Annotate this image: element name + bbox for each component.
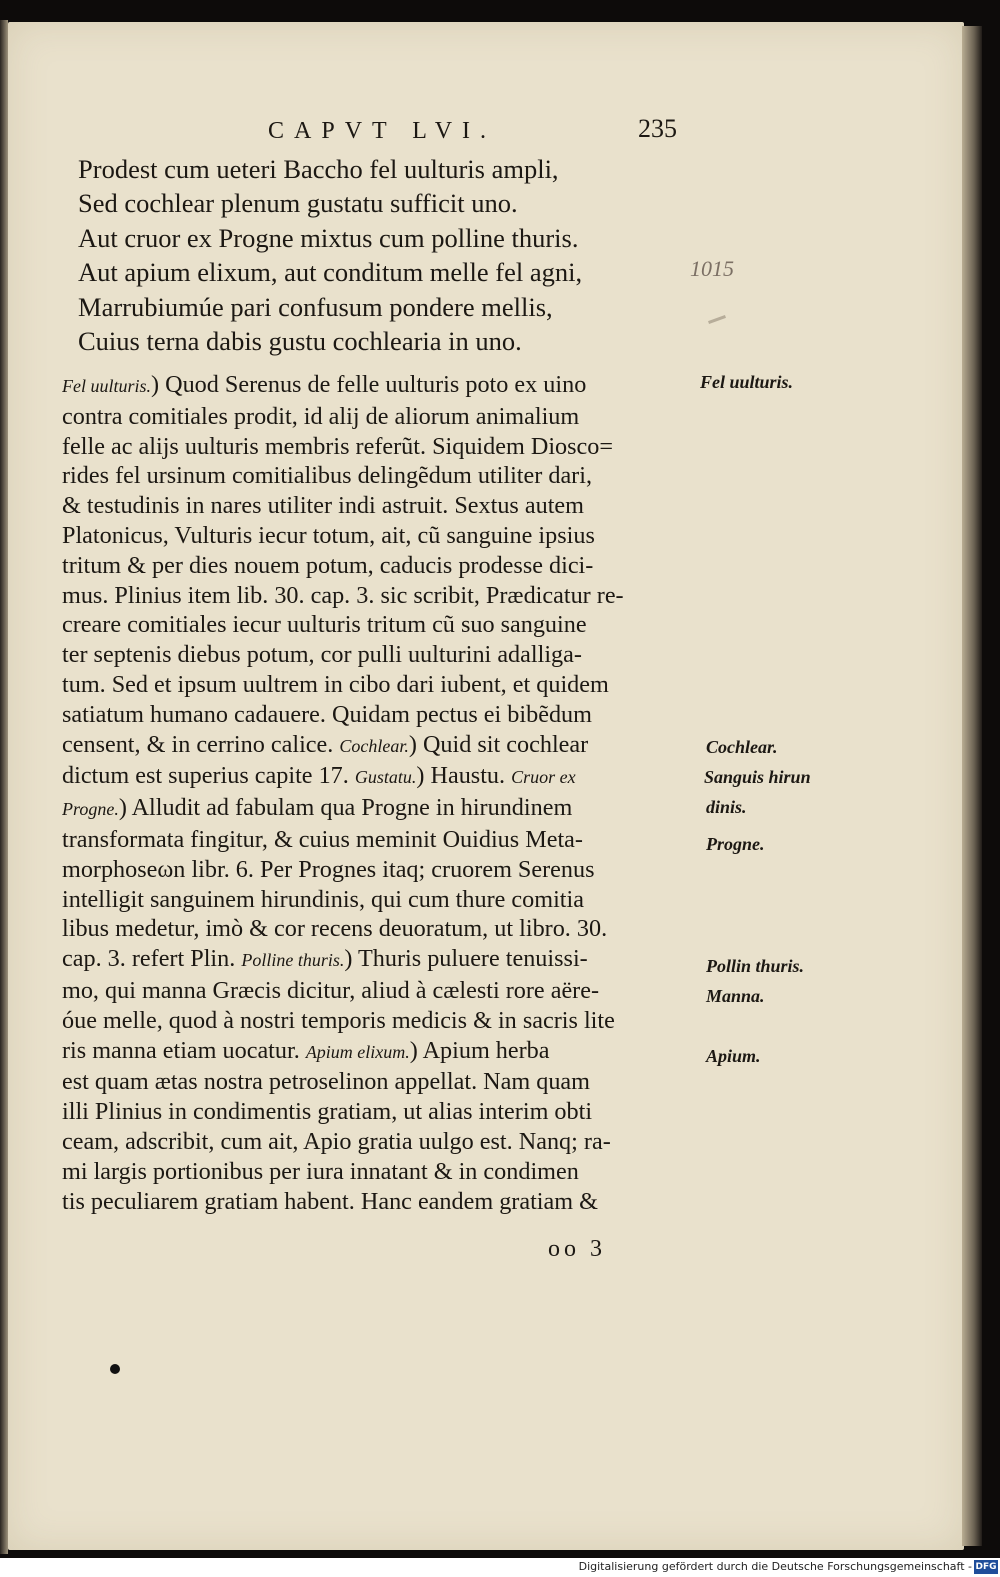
commentary-text-run: ) Thuris puluere tenuissi- (344, 945, 588, 973)
commentary-text-run: ) Quid sit cochlear (408, 730, 589, 758)
commentary-text-run: censent, & in cerrino calice. (62, 730, 340, 758)
verse-line: Prodest cum ueteri Baccho fel uulturis ampli, (78, 154, 559, 184)
commentary-line (62, 581, 702, 611)
commentary-line (62, 914, 702, 944)
lemma: Cochlear. (339, 735, 409, 756)
commentary-line (62, 825, 702, 855)
lemma: Progne. (62, 799, 119, 820)
commentary-line (62, 730, 702, 762)
commentary-line (62, 700, 702, 730)
commentary-text-run: tum. Sed et ipsum uultrem in cibo dari iubent, et quidem (62, 670, 609, 698)
commentary-text-run: transformata fingitur, & cuius meminit Ouidius Meta- (62, 825, 583, 853)
commentary-text-run: cap. 3. refert Plin. (62, 945, 242, 973)
commentary-line (62, 1067, 702, 1097)
verse-line: Cuius terna dabis gustu cochlearia in uno. (78, 326, 522, 357)
sidenote: dinis. (706, 797, 747, 817)
commentary-line (62, 761, 702, 793)
signature-mark: oo 3 (548, 1236, 606, 1262)
commentary-text-run: & testudinis in nares utiliter indi astruit. Sextus autem (62, 492, 584, 520)
commentary-text-run: illi Plinius in condimentis gratiam, ut alias interim obti (62, 1098, 593, 1126)
commentary-text-run: ) Apium herba (409, 1036, 550, 1064)
commentary-text-run: mus. Plinius item lib. 30. cap. 3. sic scribit, Prædicatur re- (62, 581, 624, 609)
commentary-text-run: mo, qui manna Græcis dicitur, aliud à cælesti rore aëre- (62, 976, 600, 1004)
lemma: Polline thuris. (241, 950, 345, 971)
commentary-text-run: mi largis portionibus per iura innatant & in condimen (62, 1157, 579, 1185)
commentary-text (62, 370, 702, 1216)
verse-line: Marrubiumúe pari confusum pondere mellis, (78, 291, 553, 322)
commentary-line (62, 855, 702, 885)
sidenote: Fel uulturis. (700, 372, 794, 392)
commentary-text-run: ) Haustu. (416, 762, 512, 790)
handwritten-annotation: 1015 (690, 256, 734, 281)
commentary-text-run: ) Quod Serenus de felle uulturis poto ex uino (151, 371, 587, 398)
commentary-text-run: contra comitiales prodit, id alij de aliorum animalium (62, 402, 580, 430)
sidenote: Cochlear. (706, 737, 778, 757)
lemma: Cruor ex (511, 767, 576, 788)
commentary-text-run: óue melle, quod à nostri temporis medicis & in sacris lite (62, 1006, 615, 1034)
commentary-line (62, 491, 702, 521)
page-header (268, 114, 708, 154)
commentary-line (62, 1187, 702, 1217)
commentary-line (62, 1006, 702, 1036)
commentary-text-run: tritum & per dies nouem potum, caducis prodesse dici- (62, 551, 594, 579)
commentary-line (62, 1127, 702, 1157)
commentary-text-run: ter septenis diebus potum, cor pulli uulturini adalliga- (62, 641, 582, 669)
lemma: Apium elixum. (305, 1041, 410, 1062)
lemma: Fel uulturis. (62, 376, 151, 396)
commentary-line (62, 1036, 702, 1068)
commentary-text-run: dictum est superius capite 17. (62, 762, 355, 790)
commentary-text-run: libus medetur, imò & cor recens deuoratum, ut libro. 30. (62, 915, 608, 943)
page-number: 235 (638, 114, 677, 143)
sidenote: Sanguis hirun (704, 767, 811, 787)
dfg-logo: DFG (975, 1562, 997, 1572)
commentary-line (62, 1157, 702, 1187)
ink-dot (110, 1364, 120, 1374)
sidenote: Manna. (706, 986, 765, 1006)
running-head: CAPVT LVI. (268, 118, 497, 144)
sidenote: Apium. (706, 1046, 761, 1066)
commentary-line (62, 402, 702, 432)
commentary-line (62, 370, 702, 402)
commentary-line (62, 551, 702, 581)
commentary-text-run: intelligit sanguinem hirundinis, qui cum thure comitia (62, 885, 584, 913)
verse-block (78, 152, 678, 358)
commentary-line (62, 432, 702, 462)
commentary-text-run: morphoseωn libr. 6. Per Prognes itaq; cruorem Serenus (62, 855, 595, 883)
verse-line: Aut cruor ex Progne mixtus cum polline thuris. (78, 222, 579, 253)
commentary-line (62, 944, 702, 976)
commentary-text-run: tis peculiarem gratiam habent. Hanc eandem gratiam & (62, 1187, 598, 1215)
commentary-text-run: satiatum humano cadauere. Quidam pectus ei bibẽdum (62, 700, 592, 728)
lemma: Gustatu. (354, 767, 417, 788)
commentary-text-run: rides fel ursinum comitialibus delingẽdum utiliter dari, (62, 462, 592, 490)
commentary-line (62, 885, 702, 915)
commentary-line (62, 461, 702, 491)
commentary-text-run: ris manna etiam uocatur. (62, 1036, 306, 1064)
commentary-line (62, 610, 702, 640)
page-edge-left (0, 20, 8, 1554)
commentary-line (62, 670, 702, 700)
commentary-line (62, 793, 702, 825)
commentary-text-run: Platonicus, Vulturis iecur totum, ait, cũ sanguine ipsius (62, 521, 595, 549)
page-edge-right (962, 26, 982, 1546)
commentary-line (62, 521, 702, 551)
commentary-line (62, 640, 702, 670)
commentary-text-run: ceam, adscribit, cum ait, Apio gratia uulgo est. Nanq; ra- (62, 1127, 611, 1155)
sidenote: Pollin thuris. (706, 956, 805, 976)
footer-credit: Digitalisierung gefördert durch die Deutsche Forschungsgemeinschaft - (578, 1560, 972, 1573)
verse-line: Aut apium elixum, aut conditum melle fel agni, (78, 257, 583, 288)
verse-line: Sed cochlear plenum gustatu sufficit uno. (78, 188, 518, 219)
commentary-text-run: creare comitiales iecur uulturis tritum cũ suo sanguine (62, 611, 587, 639)
commentary-text-run: felle ac alijs uulturis membris referũt. Siquidem Diosco= (62, 432, 614, 460)
commentary-line (62, 976, 702, 1006)
sidenote: Progne. (706, 834, 765, 854)
commentary-text-run: ) Alludit ad fabulam qua Progne in hirundinem (118, 794, 573, 822)
commentary-line (62, 1097, 702, 1127)
commentary-text-run: est quam ætas nostra petroselinon appellat. Nam quam (62, 1068, 590, 1096)
